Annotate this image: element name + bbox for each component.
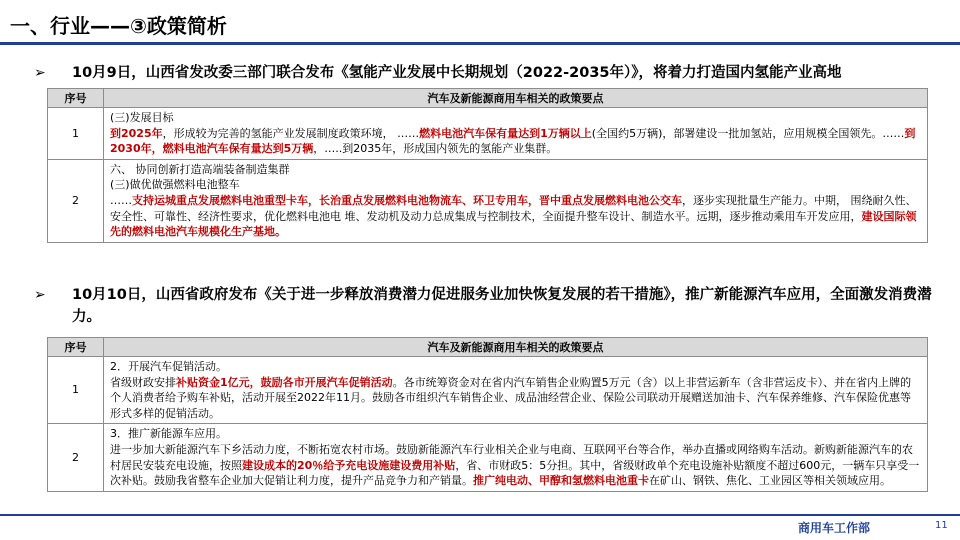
section1-table	[47, 88, 928, 243]
highlight-text: 建设国际领先的燃料电池汽车规模化生产基地。	[110, 209, 917, 239]
policy-text: (三)做优做强燃料电池整车	[110, 178, 240, 192]
row-number: 1	[48, 108, 104, 160]
highlight-text: 补贴资金1亿元，鼓励各市开展汽车促销活动	[176, 375, 393, 389]
title-divider	[0, 42, 960, 45]
footer-divider	[0, 514, 960, 516]
policy-text: 2．开展汽车促销活动。	[110, 360, 227, 373]
policy-content	[104, 108, 928, 160]
policy-text: ，形成较为完善的氢能产业发展制度政策环境， ……	[162, 126, 420, 140]
policy-text: 在矿山、钢铁、焦化、工业园区等相关领域应用。	[649, 474, 891, 488]
table-header-row	[48, 89, 928, 108]
page-title: 一、行业——③政策简析	[10, 14, 227, 38]
section1-heading	[34, 62, 938, 84]
arrow-bullet-icon: ➢	[34, 65, 46, 81]
policy-text: 省级财政安排	[110, 375, 176, 389]
page-number: 11	[935, 520, 948, 531]
highlight-text: 支持运城重点发展燃料电池重型卡车，长治重点发展燃料电池物流车、环卫专用车，晋中重点发展燃料电池公交车	[132, 193, 682, 207]
table-row	[48, 424, 928, 491]
col-header-num: 序号	[48, 89, 104, 108]
section2-heading	[34, 284, 938, 328]
policy-text: (全国约5万辆)，部署建设一批加氢站，应用规模全国领先。……	[591, 126, 905, 140]
col-header-content: 汽车及新能源商用车相关的政策要点	[104, 89, 928, 108]
policy-text: 3．推广新能源车应用。	[110, 427, 227, 441]
row-number: 1	[48, 357, 104, 424]
highlight-text: 建设成本的20％给予充电设施建设费用补贴	[242, 458, 456, 472]
policy-text: ，省、市财政5：5分担。其中，省级财政单个充电设施补贴额度不超过600元，一辆车只享受一次补贴。鼓励我省整车企业加大促销让利力度，提升产品竞争力和产销量。	[110, 458, 920, 488]
policy-content	[104, 159, 928, 242]
policy-text: ，…..到2035年，形成国内领先的氢能产业集群。	[313, 142, 558, 156]
policy-content	[104, 424, 928, 491]
policy-text: (三)发展目标	[110, 111, 174, 124]
highlight-text: 到2030年，燃料电池汽车保有量达到5万辆	[110, 126, 916, 156]
table-row	[48, 108, 928, 160]
policy-text: 进一步加大新能源汽车下乡活动力度，不断拓宽农村市场。鼓励新能源汽车行业相关企业与电商、互联网平台等合作，举办直播或网络购车活动。新购新能源汽车的农村居民安装充电设施，按照	[110, 442, 913, 472]
table-row	[48, 357, 928, 424]
section2-table	[47, 337, 928, 492]
arrow-bullet-icon: ➢	[34, 287, 46, 303]
row-number: 2	[48, 424, 104, 491]
highlight-text: 到2025年	[110, 126, 163, 140]
highlight-text: 推广纯电动、甲醇和氢燃料电池重卡	[473, 474, 649, 488]
table-header-row	[48, 338, 928, 357]
highlight-text: 燃料电池汽车保有量达到1万辆以上	[419, 126, 592, 140]
col-header-num: 序号	[48, 338, 104, 357]
policy-text: ，逐步实现批量生产能力。中期， 围绕耐久性、安全性、可靠性、经济性要求，优化燃料电池电 堆、发动机及动力总成集成与控制技术，全面提升整车设计、制造水平。远期，逐步推动乘用车开发应用，	[110, 193, 917, 223]
footer-department: 商用车工作部	[798, 521, 871, 535]
policy-text: 。各市统筹资金对在省内汽车销售企业购置5万元（含）以上非营运新车（含非营运皮卡）、并在省内上牌的个人消费者给予购车补贴，活动开展至2022年11月。鼓励各市组织汽车销售企业、成品油经营企业、保险公司联动开展赠送加油卡、汽车保养维修、汽车保险优惠等形式多样的促销活动。	[110, 375, 912, 420]
section1-heading-text: 10月9日，山西省发改委三部门联合发布《氢能产业发展中长期规划（2022-2035年）》，将着力打造国内氢能产业高地	[72, 65, 842, 81]
policy-text: ……	[110, 193, 132, 207]
policy-content	[104, 357, 928, 424]
section2-heading-text: 10月10日，山西省政府发布《关于进一步释放消费潜力促进服务业加快恢复发展的若干措施》，推广新能源汽车应用，全面激发消费潜力。	[72, 287, 932, 325]
col-header-content: 汽车及新能源商用车相关的政策要点	[104, 338, 928, 357]
policy-text: 六、 协同创新打造高端装备制造集群	[110, 162, 290, 176]
table-row	[48, 159, 928, 242]
row-number: 2	[48, 159, 104, 242]
